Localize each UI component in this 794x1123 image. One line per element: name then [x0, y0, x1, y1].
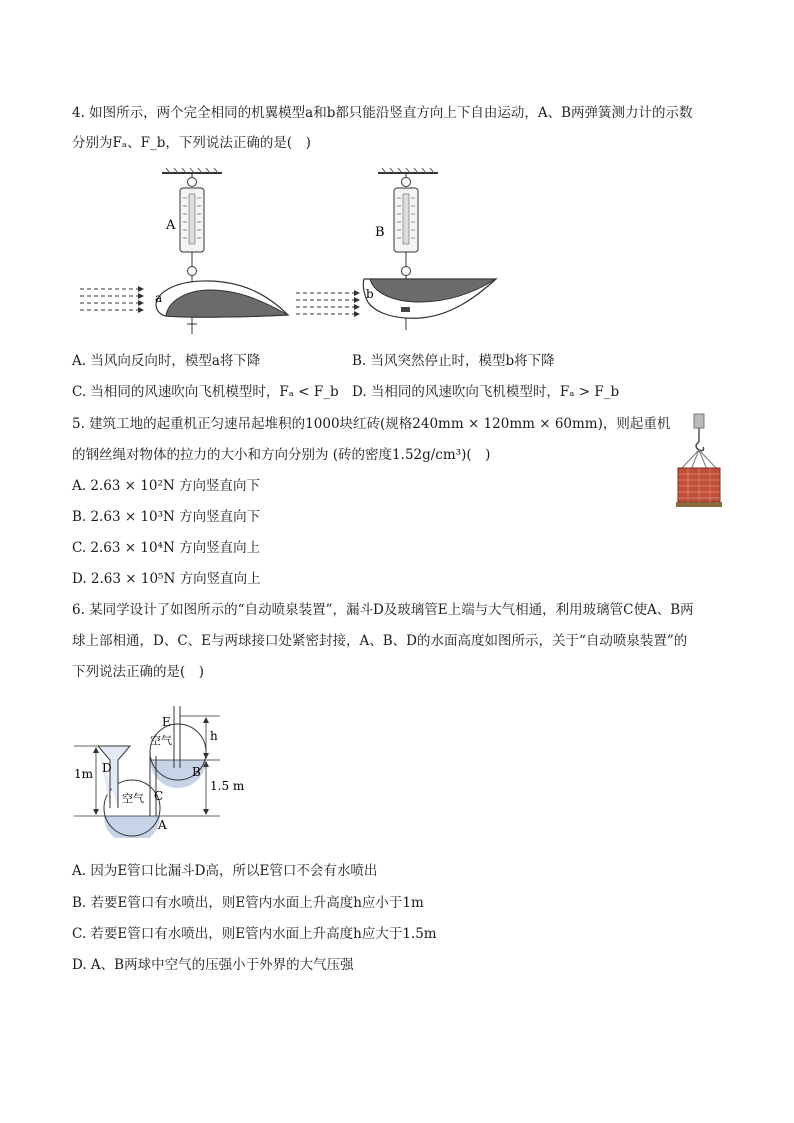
q6-option-c[interactable]: C. 若要E管口有水喷出，则E管内水面上升高度h应大于1.5m: [72, 926, 437, 942]
q6-label-D: D: [102, 761, 112, 775]
q5-stem-line-2: 的钢丝绳对物体的拉力的大小和方向分别为 (砖的密度1.52g/cm³)( ): [72, 447, 491, 463]
q4-label-B: B: [375, 225, 385, 240]
q6-label-B: B: [192, 765, 201, 779]
q4-option-b[interactable]: B. 当风突然停止时，模型b将下降: [352, 353, 555, 369]
q5-option-b[interactable]: B. 2.63 × 10³N 方向竖直向下: [72, 509, 261, 525]
q6-fountain-figure: [70, 698, 250, 838]
q6-label-air-top: 空气: [150, 734, 172, 747]
crane-bricks-image: [668, 412, 728, 512]
q6-option-a[interactable]: A. 因为E管口比漏斗D高，所以E管口不会有水喷出: [72, 863, 378, 879]
q4-label-b: b: [366, 287, 374, 301]
q4-option-c[interactable]: C. 当相同的风速吹向飞机模型时，Fₐ < F_b: [72, 384, 339, 400]
q4-stem-line-1: 4. 如图所示，两个完全相同的机翼模型a和b都只能沿竖直方向上下自由运动，A、B两弹簧测力计的示数: [72, 105, 693, 121]
wind-arrows-left: [80, 289, 140, 310]
q6-stem-line-1: 6. 某同学设计了如图所示的“自动喷泉装置”，漏斗D及玻璃管E上端与大气相通，利用玻璃管C使A、B两: [72, 602, 694, 618]
q6-label-air-bottom: 空气: [122, 792, 144, 805]
wing-model-b: [363, 279, 496, 330]
q4-option-d[interactable]: D. 当相同的风速吹向飞机模型时，Fₐ > F_b: [352, 384, 620, 400]
q4-wing-figure: [70, 168, 510, 338]
q6-label-E: E: [162, 715, 171, 729]
q6-option-d[interactable]: D. A、B两球中空气的压强小于外界的大气压强: [72, 957, 354, 973]
q5-option-a[interactable]: A. 2.63 × 10²N 方向竖直向下: [72, 478, 260, 494]
q4-label-A: A: [166, 218, 176, 233]
q5-option-c[interactable]: C. 2.63 × 10⁴N 方向竖直向上: [72, 540, 261, 556]
q4-option-a[interactable]: A. 当风向反向时，模型a将下降: [72, 353, 261, 369]
q6-label-1-5m: 1.5 m: [210, 779, 245, 793]
q6-option-b[interactable]: B. 若要E管口有水喷出，则E管内水面上升高度h应小于1m: [72, 895, 424, 911]
q6-label-A: A: [158, 818, 167, 832]
q6-stem-line-2: 球上部相通，D、C、E与两球接口处紧密封接，A、B、D的水面高度如图所示，关于“自动喷泉装置”的: [72, 633, 688, 649]
wind-arrows-right: [296, 293, 356, 314]
spring-scale-b: [378, 168, 438, 279]
q6-label-1m: 1m: [74, 767, 94, 781]
q5-option-d[interactable]: D. 2.63 × 10⁵N 方向竖直向上: [72, 571, 261, 587]
q6-stem-line-3: 下列说法正确的是( ): [72, 664, 205, 680]
q5-stem-line-1: 5. 建筑工地的起重机正匀速吊起堆积的1000块红砖(规格240mm × 120mm × 60mm)，则起重机: [72, 416, 671, 432]
q6-label-C: C: [154, 789, 164, 803]
q4-stem-line-2: 分别为Fₐ、F_b，下列说法正确的是( ): [72, 135, 311, 151]
q4-label-a: a: [155, 291, 163, 305]
q6-label-h: h: [210, 729, 218, 743]
wing-model-a: [156, 281, 288, 334]
